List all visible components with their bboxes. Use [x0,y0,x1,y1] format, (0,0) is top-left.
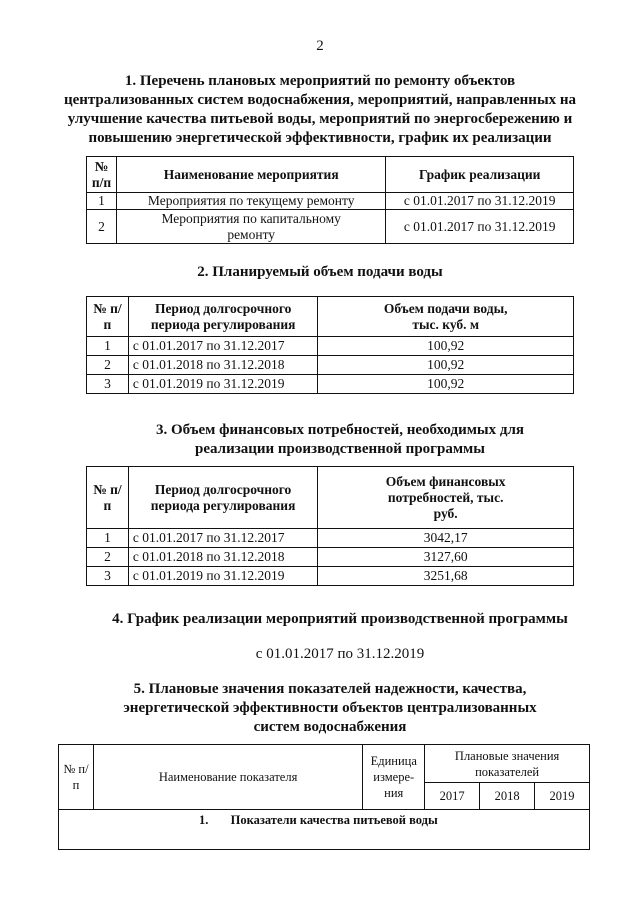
row-num: 2 [87,356,129,375]
row-num: 1 [87,337,129,356]
table-group-row [59,810,590,850]
row-financial-needs: 3042,17 [318,529,574,548]
table-row [87,375,574,394]
financial-needs-table [86,466,574,586]
header-financial-needs: Объем финансовых потребностей, тыс. руб. [318,467,574,529]
group-row-label [59,810,590,850]
row-schedule: с 01.01.2017 по 31.12.2019 [386,193,574,210]
row-activity-name: Мероприятия по капитальному ремонту [116,210,385,244]
header-year: 2018 [480,783,535,810]
table-header-row [59,745,590,783]
section3-title [60,421,620,459]
header-period: Период долгосрочного периода регулирования [128,297,318,337]
section1-title-line: повышению энергетической эффективности, график их реализации [88,130,552,146]
header-indicator-name: Наименование показателя [93,745,362,810]
row-financial-needs: 3127,60 [318,548,574,567]
row-num: 2 [87,210,117,244]
row-volume: 100,92 [318,356,574,375]
section3-title-line: реализации производственной программы [195,441,485,457]
header-num: № п/п [87,157,117,193]
table-header-row [87,297,574,337]
water-supply-table [86,296,574,394]
header-schedule: График реализации [386,157,574,193]
table-row [87,567,574,586]
row-num: 1 [87,193,117,210]
row-period: с 01.01.2018 по 31.12.2018 [128,356,318,375]
header-num: № п/п [59,745,94,810]
activities-table [86,156,574,244]
section1-title [40,72,600,148]
row-num: 2 [87,548,129,567]
row-period: с 01.01.2017 по 31.12.2017 [128,529,317,548]
section3-title-line: 3. Объем финансовых потребностей, необходимых для [155,422,525,438]
table-header-row [87,467,574,529]
row-num: 3 [87,567,129,586]
section5-title [50,680,610,737]
section1-title-line: 1. Перечень плановых мероприятий по ремонту объектов [124,73,516,89]
section2-title: 2. Планируемый объем подачи воды [197,264,443,280]
header-volume: Объем подачи воды, тыс. куб. м [318,297,574,337]
table-row [87,193,574,210]
header-activity-name: Наименование мероприятия [116,157,385,193]
section1-title-line: улучшение качества питьевой воды, мероприятий по энергосбережению и [67,111,573,127]
header-period: Период долгосрочного периода регулирования [128,467,317,529]
row-num: 1 [87,529,129,548]
header-num: № п/п [87,467,129,529]
header-year: 2019 [535,783,590,810]
table-header-row [87,157,574,193]
section5-title-line: систем водоснабжения [253,719,407,735]
row-financial-needs: 3251,68 [318,567,574,586]
table-row [87,548,574,567]
indicators-table [58,744,590,850]
header-unit: Единица измере- ния [363,745,425,810]
header-num: № п/п [87,297,129,337]
section1-title-line: централизованных систем водоснабжения, мероприятий, направленных на [63,92,577,108]
row-period: с 01.01.2017 по 31.12.2017 [128,337,318,356]
table-row [87,356,574,375]
row-period: с 01.01.2018 по 31.12.2018 [128,548,317,567]
section5-title-line: 5. Плановые значения показателей надежности, качества, [133,681,527,697]
header-planned-values: Плановые значения показателей [425,745,590,783]
row-volume: 100,92 [318,375,574,394]
table-row [87,210,574,244]
row-volume: 100,92 [318,337,574,356]
row-period: с 01.01.2019 по 31.12.2019 [128,375,318,394]
section5-title-line: энергетической эффективности объектов централизованных [123,700,537,716]
group-row-text: Показатели качества питьевой воды [230,813,438,827]
row-schedule: с 01.01.2017 по 31.12.2019 [386,210,574,244]
row-activity-name: Мероприятия по текущему ремонту [116,193,385,210]
section4-period: с 01.01.2017 по 31.12.2019 [255,646,425,662]
section4-title: 4. График реализации мероприятий производственной программы [112,611,568,627]
page-number: 2 [316,38,324,54]
table-row [87,529,574,548]
row-num: 3 [87,375,129,394]
row-period: с 01.01.2019 по 31.12.2019 [128,567,317,586]
header-year: 2017 [425,783,480,810]
table-row [87,337,574,356]
group-row-number: 1. [199,813,209,827]
